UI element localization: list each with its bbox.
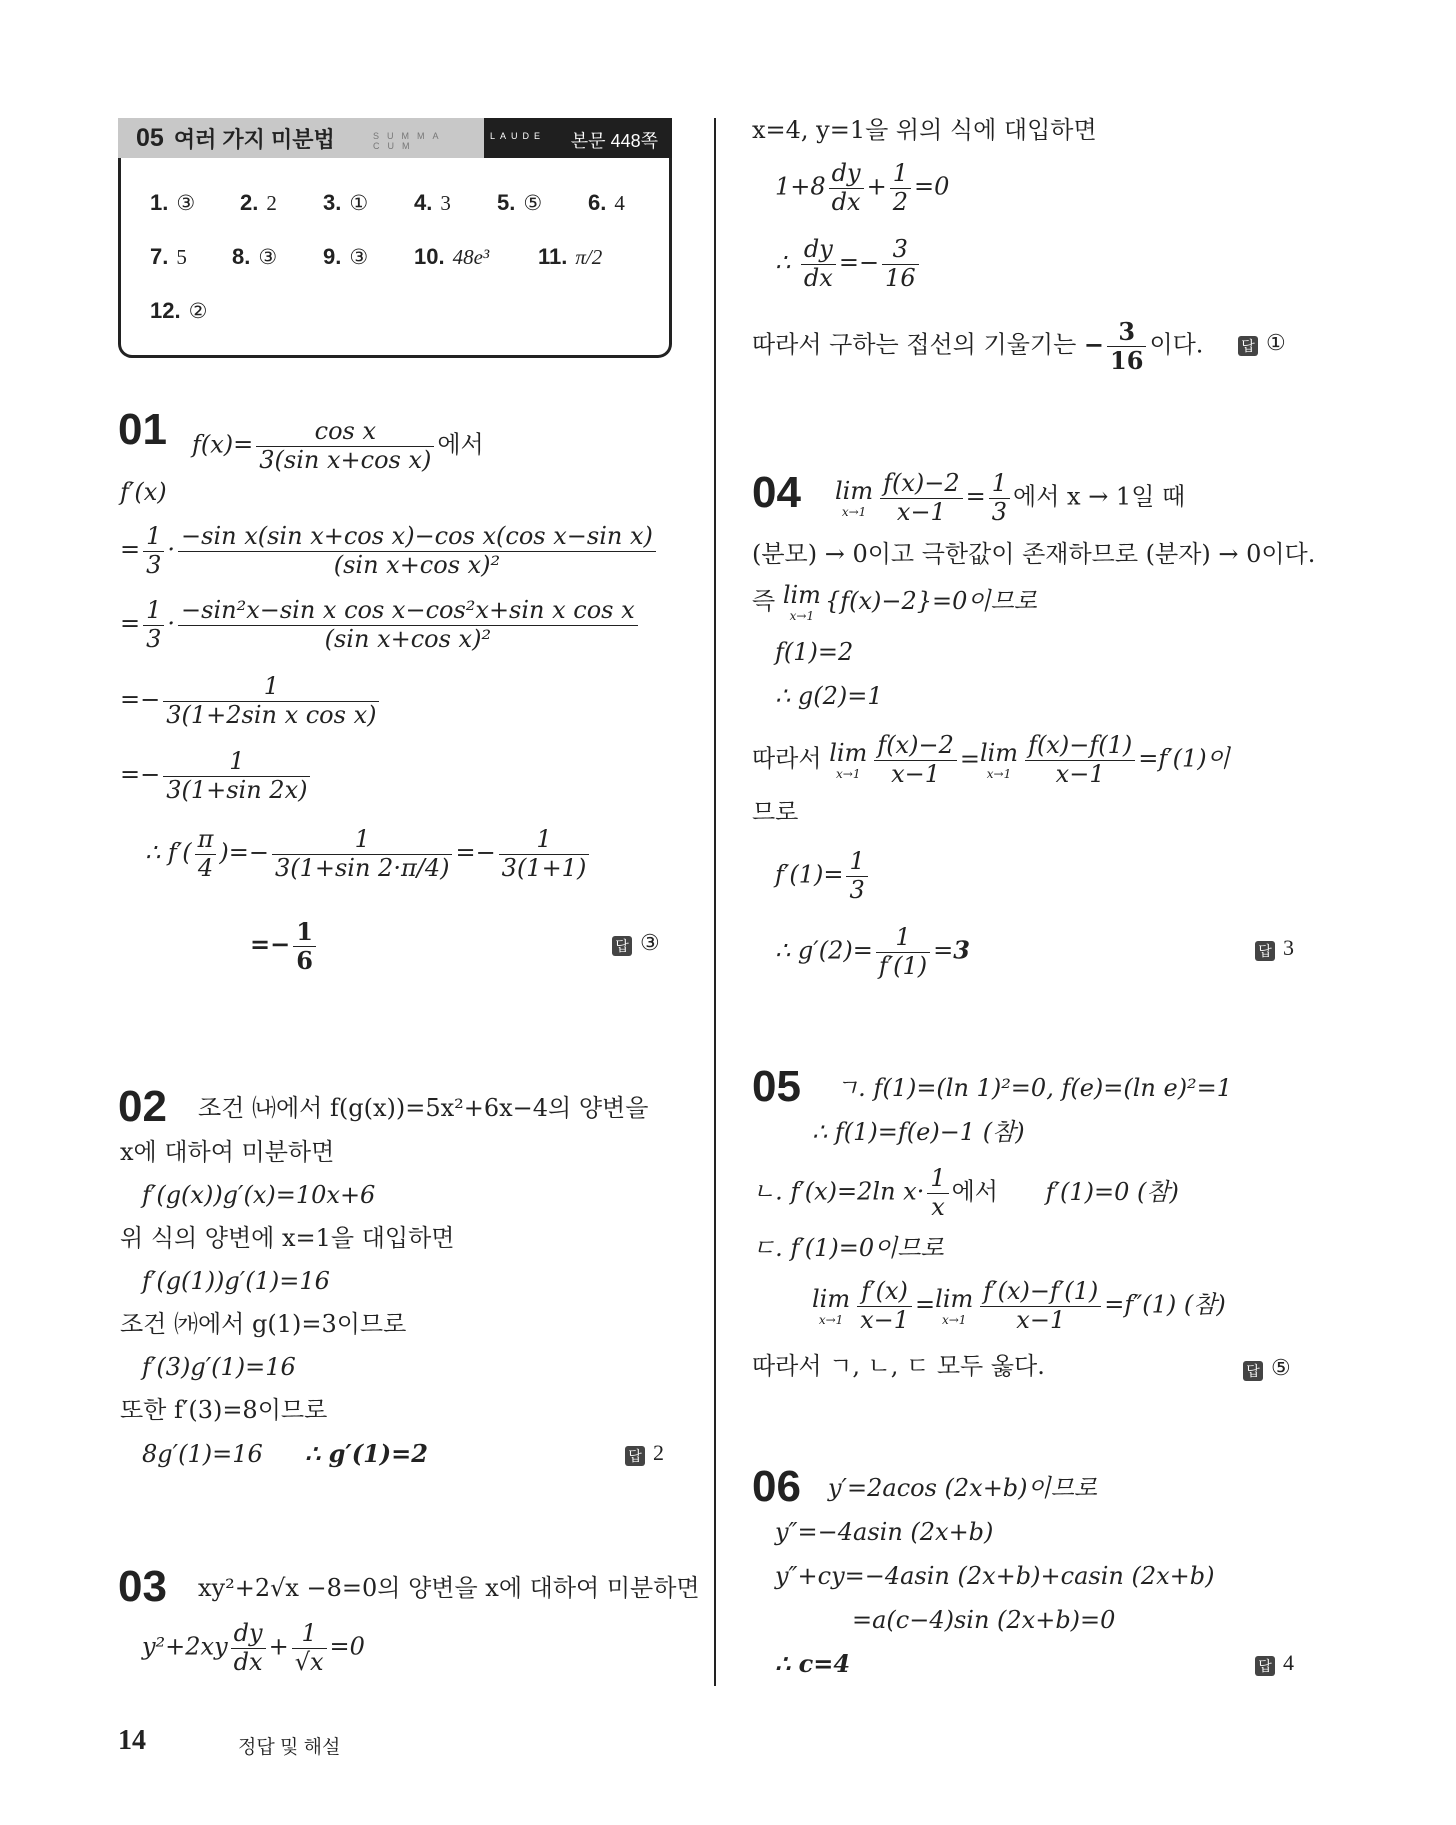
q02-line-8: 또한 f′(3)=8이므로: [120, 1396, 328, 1424]
q03-line-4: 1+8 $\frac{dy}{dx}$ + $\frac{1}{2}$ =0: [775, 159, 950, 216]
q04-line-5: ∴ g(2)=1: [775, 682, 883, 710]
answer-badge-icon: 답: [1255, 941, 1275, 961]
q06-line-2: y″=−4asin (2x+b): [775, 1518, 994, 1546]
brand-laude: LAUDE: [490, 131, 546, 141]
answer-badge-icon: 답: [1243, 1361, 1263, 1381]
q01-line-6: ∴ f′( $\frac{\pi}{4}$ )=− $\frac{1}{3(1+\sin 2\cdot\pi/4)}$ =− $\frac{1}{3(1+1)}$: [145, 826, 592, 882]
page-number: 14: [118, 1725, 146, 1756]
q04-line-3: 즉 lim x→1 {f(x)−2}=0이므로: [752, 581, 1037, 623]
answer-badge-icon: 답: [625, 1446, 645, 1466]
q01-line-3: = $\frac{1}{3}$ · $\frac{\text{−sin²x−sin x cos x−cos²x+sin x cos x}}{\text{(sin x+cos x)²}}$: [120, 597, 641, 653]
q01-line-2: = $\frac{1}{3}$ · $\frac{\text{−sin x(sin x+cos x)−cos x(cos x−sin x)}}{\text{(sin x+cos x)²}}$: [120, 523, 659, 579]
q03-answer: 답 ①: [1238, 330, 1286, 356]
q04-line-7: 므로: [752, 798, 799, 826]
answer-7: 7. 5: [150, 244, 187, 269]
question-number-06: 06: [752, 1462, 801, 1511]
q02-line-3: f′(g(x))g′(x)=10x+6: [142, 1181, 376, 1209]
q05-line-6: 따라서 ㄱ, ㄴ, ㄷ 모두 옳다.: [752, 1352, 1045, 1380]
q04-answer: 답 3: [1255, 935, 1294, 961]
answer-2: 2. 2: [240, 190, 277, 215]
answer-badge-icon: 답: [1238, 336, 1258, 356]
q02-answer: 답 2: [625, 1440, 664, 1466]
q04-line-9: ∴ g′(2)= $\frac{1}{f'(1)}$ =3: [775, 923, 970, 980]
footer-label: 정답 및 해설: [238, 1737, 341, 1758]
q06-line-5: ∴ c=4: [775, 1649, 851, 1678]
q04-line-1: lim x→1 $\frac{f(x)-2}{x-1}$ = $\frac{1}{3}$ 에서 x → 1일 때: [835, 469, 1186, 526]
q05-line-5: lim x→1 $\frac{f'(x)}{x-1}$ = lim x→1 $\frac{f'(x)-f'(1)}{x-1}$ =f″(1) (참): [812, 1277, 1226, 1334]
column-divider: [714, 118, 716, 1686]
answer-badge-icon: 답: [612, 936, 632, 956]
q01-line-5: =− $\frac{1}{3(1+\sin 2x)}$: [120, 748, 313, 804]
answer-badge-icon: 답: [1255, 1656, 1275, 1676]
q03-line-3: x=4, y=1을 위의 식에 대입하면: [752, 116, 1097, 144]
q05-line-1: ㄱ. f(1)=(ln 1)²=0, f(e)=(ln e)²=1: [835, 1074, 1233, 1102]
q01-answer: 답 ③: [612, 930, 660, 956]
q01-line-1: f(x)= $\frac{\text{cos x}}{\text{3(sin x+cos x)}}$ 에서: [192, 417, 484, 474]
q03-line-5: ∴ $\frac{dy}{dx}$ =− $\frac{3}{16}$: [775, 236, 922, 292]
q01-line-4: =− $\frac{1}{\text{3(1+2sin x cos x)}}$: [120, 673, 382, 729]
answer-3: 3. ①: [323, 190, 369, 215]
question-number-05: 05: [752, 1062, 801, 1111]
answer-8: 8. ③: [232, 244, 278, 269]
q01-final: =− $\frac{1}{6}$: [250, 918, 319, 974]
section-number: 05: [136, 123, 164, 152]
q03-line-1: xy²+2√x −8=0의 양변을 x에 대하여 미분하면: [198, 1574, 700, 1602]
q05-answer: 답 ⑤: [1243, 1355, 1291, 1381]
question-number-01: 01: [118, 405, 167, 454]
answer-6: 6. 4: [588, 190, 625, 215]
brand-summa: SUMMA CUM: [373, 131, 447, 151]
answer-12: 12. ②: [150, 298, 208, 323]
answer-10: 10. 48e³: [414, 244, 490, 269]
q02-line-7: f′(3)g′(1)=16: [142, 1353, 296, 1381]
q02-line-9b: ∴ g′(1)=2: [305, 1439, 428, 1468]
q02-line-4: 위 식의 양변에 x=1을 대입하면: [120, 1224, 455, 1252]
q01-fprime: f′(x): [120, 478, 167, 506]
question-number-04: 04: [752, 468, 801, 517]
q04-line-4: f(1)=2: [775, 638, 854, 666]
q06-line-3: y″+cy=−4asin (2x+b)+casin (2x+b): [775, 1562, 1215, 1590]
q03-line-2: y²+2xy $\frac{dy}{dx}$ + $\frac{1}{√x}$ =0: [142, 1619, 365, 1676]
question-number-02: 02: [118, 1082, 167, 1131]
section-header: [118, 118, 672, 158]
q03-line-6: 따라서 구하는 접선의 기울기는 − $\frac{3}{16}$ 이다.: [752, 317, 1204, 375]
page-reference: 본문 448쪽: [570, 131, 658, 151]
q02-line-9: 8g′(1)=16: [142, 1440, 263, 1468]
q02-line-2: x에 대하여 미분하면: [120, 1138, 335, 1166]
q04-line-6: 따라서 lim x→1 $\frac{f(x)-2}{x-1}$ = lim x→1 $\frac{f(x)-f(1)}{x-1}$ =f′(1)이: [752, 731, 1230, 788]
q02-line-1: 조건 ㈏에서 f(g(x))=5x²+6x−4의 양변을: [198, 1094, 649, 1122]
q06-line-1: y′=2acos (2x+b)이므로: [828, 1474, 1098, 1502]
q02-line-6: 조건 ㈎에서 g(1)=3이므로: [120, 1310, 407, 1338]
q06-line-4: =a(c−4)sin (2x+b)=0: [852, 1606, 1116, 1634]
answer-4: 4. 3: [414, 190, 451, 215]
q05-line-3: ㄴ. f′(x)=2ln x· $\frac{1}{x}$ 에서 f′(1)=0 (참): [752, 1164, 1179, 1221]
q04-line-8: f′(1)= $\frac{1}{3}$: [775, 848, 871, 904]
q02-line-5: f′(g(1))g′(1)=16: [142, 1267, 330, 1295]
answer-9: 9. ③: [323, 244, 369, 269]
q04-line-2: (분모) → 0이고 극한값이 존재하므로 (분자) → 0이다.: [752, 540, 1316, 568]
answer-5: 5. ⑤: [497, 190, 543, 215]
question-number-03: 03: [118, 1562, 167, 1611]
q05-line-4: ㄷ. f′(1)=0이므로: [752, 1234, 944, 1262]
section-title: 여러 가지 미분법: [173, 126, 335, 152]
q05-line-2: ∴ f(1)=f(e)−1 (참): [812, 1118, 1025, 1146]
answer-1: 1. ③: [150, 190, 196, 215]
answer-11: 11. π/2: [538, 244, 603, 269]
q06-answer: 답 4: [1255, 1650, 1294, 1676]
